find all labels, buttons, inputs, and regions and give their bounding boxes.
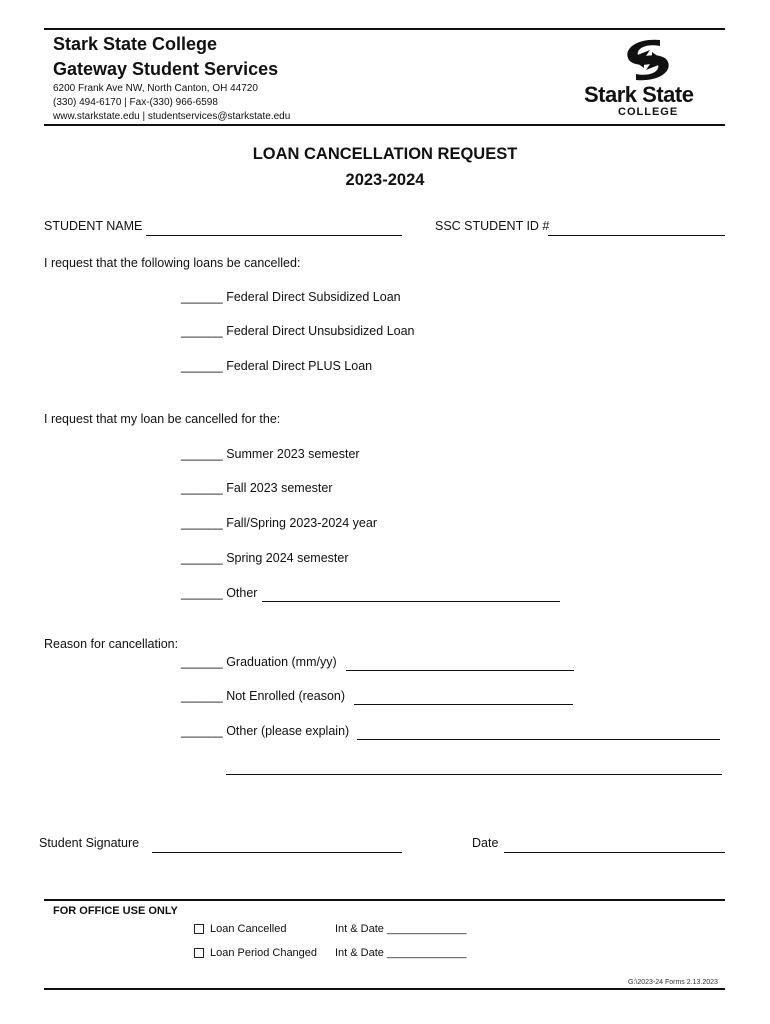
int-date-label-2 <box>335 947 467 959</box>
period-option-label: Fall/Spring 2023-2024 year <box>226 516 377 530</box>
tick-blank[interactable]: ______ <box>181 290 223 304</box>
period-option-label: Spring 2024 semester <box>226 551 349 565</box>
signature-label: Student Signature <box>39 836 140 850</box>
date-label: Date <box>472 836 499 850</box>
footer-rule <box>44 988 725 990</box>
checkbox-icon[interactable] <box>194 924 204 934</box>
college-logo <box>578 36 718 122</box>
period-option-summer[interactable] <box>181 447 360 461</box>
form-title: LOAN CANCELLATION REQUEST <box>252 145 518 163</box>
int-date-label <box>335 923 467 935</box>
office-item-loan-cancelled[interactable] <box>194 923 286 935</box>
reason-label: Reason for cancellation: <box>44 637 179 651</box>
student-id-label: SSC STUDENT ID # <box>435 219 550 233</box>
graduation-date-field[interactable] <box>346 657 574 671</box>
tick-blank[interactable]: ______ <box>181 551 223 565</box>
period-option-label: Other <box>226 586 258 600</box>
int-date-blank[interactable]: _____________ <box>386 923 467 935</box>
period-option-spring[interactable] <box>181 551 349 565</box>
top-rule <box>44 28 725 30</box>
office-item-period-changed[interactable] <box>194 947 317 959</box>
period-option-fall[interactable] <box>181 481 333 495</box>
student-name-label: STUDENT NAME <box>44 219 143 233</box>
reason-option-other[interactable] <box>181 724 349 738</box>
loan-option-plus[interactable] <box>181 359 372 373</box>
student-id-field[interactable] <box>548 222 725 236</box>
signature-field[interactable] <box>152 839 402 853</box>
int-date-text: Int & Date <box>335 923 384 935</box>
tick-blank[interactable]: ______ <box>181 359 223 373</box>
tick-blank[interactable]: ______ <box>181 324 223 338</box>
form-code: G:\2023-24 Forms 2.13.2023 <box>628 979 718 986</box>
reason-option-label: Other (please explain) <box>226 724 350 738</box>
int-date-text: Int & Date <box>335 947 384 959</box>
not-enrolled-reason-field[interactable] <box>354 691 573 705</box>
int-date-blank[interactable]: _____________ <box>386 947 467 959</box>
other-explain-field[interactable] <box>357 726 720 740</box>
reason-option-label: Graduation (mm/yy) <box>226 655 337 669</box>
period-option-other[interactable] <box>181 586 257 600</box>
office-top-rule <box>44 899 725 901</box>
phone-line: (330) 494-6170 | Fax-(330) 966-6598 <box>53 97 218 108</box>
student-name-field[interactable] <box>146 222 402 236</box>
tick-blank[interactable]: ______ <box>181 586 223 600</box>
logo-subtext: COLLEGE <box>618 106 679 118</box>
address-line: 6200 Frank Ave NW, North Canton, OH 44720 <box>53 83 258 94</box>
logo-text: Stark State <box>584 82 694 107</box>
loan-option-subsidized[interactable] <box>181 290 401 304</box>
tick-blank[interactable]: ______ <box>181 655 223 669</box>
loan-option-unsubsidized[interactable] <box>181 324 415 338</box>
loan-option-label: Federal Direct Subsidized Loan <box>226 290 401 304</box>
period-option-label: Summer 2023 semester <box>226 447 360 461</box>
reason-option-not-enrolled[interactable] <box>181 689 345 703</box>
period-option-fall-spring[interactable] <box>181 516 377 530</box>
checkbox-icon[interactable] <box>194 948 204 958</box>
loan-option-label: Federal Direct Unsubsidized Loan <box>226 324 415 338</box>
office-heading: FOR OFFICE USE ONLY <box>53 905 178 917</box>
office-item-label: Loan Cancelled <box>210 923 287 935</box>
form-year: 2023-2024 <box>345 171 425 189</box>
period-intro: I request that my loan be cancelled for the: <box>44 412 281 426</box>
web-line: www.starkstate.edu | studentservices@starkstate.edu <box>53 111 291 122</box>
tick-blank[interactable]: ______ <box>181 447 223 461</box>
period-option-label: Fall 2023 semester <box>226 481 333 495</box>
other-explain-field-2[interactable] <box>226 761 722 775</box>
loan-option-label: Federal Direct PLUS Loan <box>226 359 373 373</box>
reason-option-label: Not Enrolled (reason) <box>226 689 346 703</box>
header-bottom-rule <box>44 124 725 126</box>
tick-blank[interactable]: ______ <box>181 724 223 738</box>
date-field[interactable] <box>504 839 725 853</box>
tick-blank[interactable]: ______ <box>181 481 223 495</box>
reason-option-graduation[interactable] <box>181 655 337 669</box>
department-name: Gateway Student Services <box>53 59 279 79</box>
college-name: Stark State College <box>53 34 218 54</box>
period-other-field[interactable] <box>262 588 560 602</box>
tick-blank[interactable]: ______ <box>181 516 223 530</box>
logo-mark-icon <box>578 36 718 84</box>
office-item-label: Loan Period Changed <box>210 947 318 959</box>
loans-intro: I request that the following loans be cancelled: <box>44 256 301 270</box>
tick-blank[interactable]: ______ <box>181 689 223 703</box>
